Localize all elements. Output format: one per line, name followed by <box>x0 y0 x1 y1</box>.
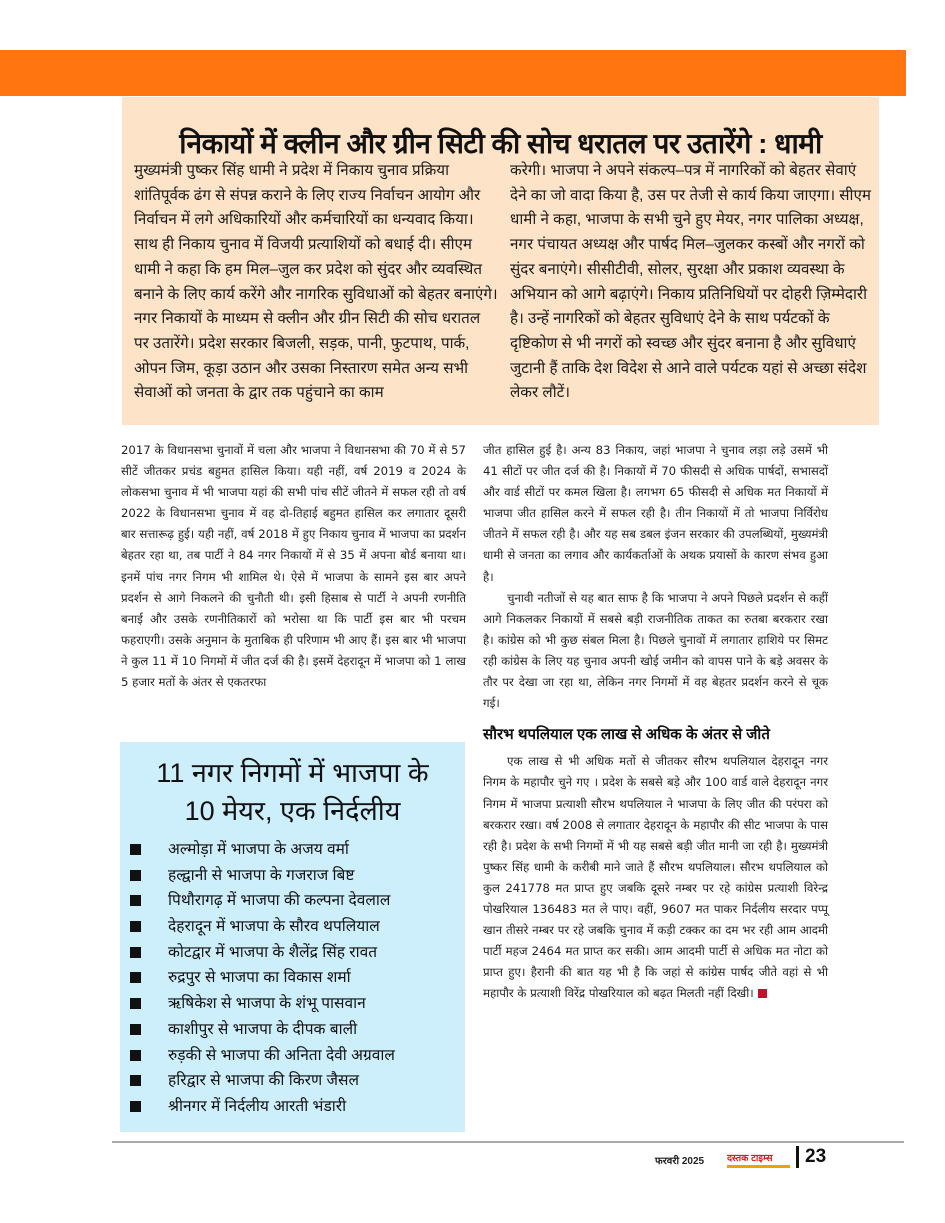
square-bullet-icon <box>130 1075 141 1086</box>
square-bullet-icon <box>130 921 141 932</box>
footer-separator <box>796 1146 799 1168</box>
list-item <box>128 1094 395 1120</box>
list-item-text: हल्द्वानी से भाजपा के गजराज बिष्ट <box>168 866 355 884</box>
mayor-title-line-1: 11 नगर निगमों में भाजपा के <box>156 758 429 788</box>
list-item-text: कोटद्वार में भाजपा के शैलेंद्र सिंह रावत <box>168 943 378 961</box>
mayor-box-title <box>120 754 465 830</box>
list-item <box>128 965 395 991</box>
mayor-list <box>128 837 395 1120</box>
article-left-column <box>121 440 466 693</box>
square-bullet-icon <box>130 844 141 855</box>
article-paragraph: जीत हासिल हुई है। अन्य 83 निकाय, जहां भाजपा ने चुनाव लड़ा लड़े उसमें भी 41 सीटों पर जीत दर्ज की है। निकायों में 70 फीसदी से अधिक पार्षदों, सभासदों और वार्ड सीटों पर कमल खिला है। लगभग 65 फीसदी से अधिक मत निकायों में भाजपा जीत हासिल करने में सफल रही है। तीन निकायों में तो भाजपा निर्विरोध जीतने में सफल रही है। और यह सब डबल इंजन सरकार की उपलब्धियों, मुख्यमंत्री धामी से जनता का लगाव और कार्यकर्ताओं के अथक प्रयासों के कारण संभव हुआ है। <box>483 443 828 584</box>
list-item <box>128 1068 395 1094</box>
top-color-band <box>0 50 906 96</box>
square-bullet-icon <box>130 998 141 1009</box>
end-of-article-mark <box>758 989 767 998</box>
list-item-text: रुद्रपुर से भाजपा का विकास शर्मा <box>168 969 351 987</box>
square-bullet-icon <box>130 870 141 881</box>
footer-divider <box>112 1141 904 1143</box>
article-paragraph-final <box>483 751 828 1004</box>
list-item <box>128 863 395 889</box>
article-paragraph-text: एक लाख से भी अधिक मतों से जीतकर सौरभ थपलियाल देहरादून नगर निगम के महापौर चुने गए । प्रदेश के सबसे बड़े और 100 वार्ड वाले देहरादून नगर निगम में भाजपा प्रत्याशी सौरभ थपलियाल ने भाजपा के लिए जीत की परंपरा को बरकरार रखा। वर्ष 2008 से लगातार देहरादून के महापौर की सीट भाजपा के पास रही है। प्रदेश के सभी निगमों में भी यह सबसे बड़ी जीत मानी जा रही है। मुख्यमंत्री पुष्कर सिंह धामी के करीबी माने जाते हैं सौरभ थपलियाल। सौरभ थपलियाल को कुल 241778 मत प्राप्त हुए जबकि दूसरे नम्बर पर रहे कांग्रेस प्रत्याशी विरेन्द्र पोखरियाल 136483 मत ले पाए। वहीं, 9607 मत पाकर निर्दलीय सरदार पप्पू खान तीसरे नम्बर पर रहे जबकि चुनाव में कड़ी टक्कर का दम भर रही आम आदमी पार्टी महज 2464 मत प्राप्त कर सकी। आम आदमी पार्टी से अधिक मत नोटा को प्राप्त हुए। हैरानी की बात यह भी है कि जहां से कांग्रेस पार्षद जीते वहां से भी महापौर के प्रत्याशी विरेंद्र पोखरियाल को बढ़त मिलती नहीं दिखी। <box>483 754 828 1001</box>
page-number: 23 <box>805 1146 827 1167</box>
list-item <box>128 991 395 1017</box>
mayor-list-box <box>120 742 465 1132</box>
list-item <box>128 888 395 914</box>
list-item-text: रुड़की से भाजपा की अनिता देवी अग्रवाल <box>168 1046 395 1064</box>
issue-date: फरवरी 2025 <box>655 1156 705 1167</box>
square-bullet-icon <box>130 1101 141 1112</box>
intro-left-column: मुख्यमंत्री पुष्कर सिंह धामी ने प्रदेश में निकाय चुनाव प्रक्रिया शांतिपूर्वक ढंग से संपन्न कराने के लिए राज्य निर्वाचन आयोग और निर्वाचन में लगे अधिकारियों और कर्मचारियों का धन्यवाद किया। साथ ही निकाय चुनाव में विजयी प्रत्याशियों को बधाई दी। सीएम धामी ने कहा कि हम मिल–जुल कर प्रदेश को सुंदर और व्यवस्थित बनाने के लिए कार्य करेंगे और नागरिक सुविधाओं को बेहतर बनाएंगे। नगर निकायों के माध्यम से क्लीन और ग्रीन सिटी की सोच धरातल पर उतारेंगे। प्रदेश सरकार बिजली, सड़क, पानी, फुटपाथ, पार्क, ओपन जिम, कूड़ा उठान और उसका निस्तारण समेत अन्य सभी सेवाओं को जनता के द्वार तक पहुंचाने का काम <box>134 162 498 402</box>
intro-box <box>122 97 879 425</box>
list-item-text: अल्मोड़ा में भाजपा के अजय वर्मा <box>168 841 349 858</box>
list-item <box>128 914 395 940</box>
article-paragraph: 2017 के विधानसभा चुनावों में चला और भाजपा ने विधानसभा की 70 में से 57 सीटें जीतकर प्रचंड बहुमत हासिल किया। यही नहीं, वर्ष 2019 व 2024 के लोकसभा चुनाव में भी भाजपा यहां की सभी पांच सीटें जीतने में सफल रही तो वर्ष 2022 के विधानसभा चुनाव में वह दो-तिहाई बहुमत हासिल कर लगातार दूसरी बार सत्तारूढ़ हुई। यही नहीं, वर्ष 2018 में हुए निकाय चुनाव में भाजपा का प्रदर्शन बेहतर रहा था, तब पार्टी ने 84 नगर निकायों में से 35 में अपना बोर्ड बनाया था। इनमें पांच नगर निगम भी शामिल थे। ऐसे में भाजपा के सामने इस बार अपने प्रदर्शन से आगे निकलने की चुनौती थी। इसी हिसाब से पार्टी ने अपनी रणनीति बनाई और उसके रणनीतिकारों को भरोसा था कि पार्टी इस बार भी परचम फहराएगी। उसके अनुमान के मुताबिक ही परिणाम भी आए हैं। इस बार भी भाजपा ने कुल 11 में 10 निगमों में जीत दर्ज की है। इसमें देहरादून में भाजपा को 1 लाख 5 हजार मतों के अंतर से एकतरफा <box>121 443 466 690</box>
square-bullet-icon <box>130 947 141 958</box>
magazine-logo: दस्तक टाइम्स <box>727 1153 790 1168</box>
intro-right-column: करेगी। भाजपा ने अपने संकल्प–पत्र में नागरिकों को बेहतर सेवाएं देने का जो वादा किया है, उस पर तेजी से कार्य किया जाएगा। सीएम धामी ने कहा, भाजपा के सभी चुने हुए मेयर, नगर पालिका अध्यक्ष, नगर पंचायत अध्यक्ष और पार्षद मिल–जुलकर कस्बों और नगरों को सुंदर बनाएंगे। सीसीटीवी, सोलर, सुरक्षा और प्रकाश व्यवस्था के अभियान को आगे बढ़ाएंगे। निकाय प्रतिनिधियों पर दोहरी ज़िम्मेदारी है। उन्हें नागरिकों को बेहतर सुविधाएं देने के साथ पर्यटकों के दृष्टिकोण से भी नगरों को स्वच्छ और सुंदर बनाना है और सुविधाएं जुटानी हैं ताकि देश विदेश से आने वाले पर्यटक यहां से अच्छा संदेश लेकर लौटें। <box>510 162 871 402</box>
list-item-text: पिथौरागढ़ में भाजपा की कल्पना देवलाल <box>168 892 391 910</box>
list-item-text: काशीपुर से भाजपा के दीपक बाली <box>168 1020 358 1038</box>
list-item-text: ऋषिकेश से भाजपा के शंभू पासवान <box>168 995 366 1013</box>
list-item <box>128 940 395 966</box>
list-item-text: हरिद्वार से भाजपा की किरण जैसल <box>168 1072 359 1090</box>
list-item <box>128 1043 395 1069</box>
headline: निकायों में क्लीन और ग्रीन सिटी की सोच धरातल पर उतारेंगे : धामी <box>179 127 822 159</box>
square-bullet-icon <box>130 972 141 983</box>
square-bullet-icon <box>130 1024 141 1035</box>
mayor-title-line-2: 10 मेयर, एक निर्दलीय <box>184 796 401 826</box>
list-item <box>128 1017 395 1043</box>
list-item-text: देहरादून में भाजपा के सौरव थपलियाल <box>168 918 380 936</box>
article-subheading: सौरभ थपलियाल एक लाख से अधिक के अंतर से जीते <box>483 726 770 744</box>
list-item <box>128 837 395 863</box>
article-right-column <box>483 440 828 1004</box>
square-bullet-icon <box>130 895 141 906</box>
article-paragraph: चुनावी नतीजों से यह बात साफ है कि भाजपा ने अपने पिछले प्रदर्शन से कहीं आगे निकलकर निकायों में सबसे बड़ी राजनीतिक ताकत का रुतबा बरकरार रखा है। कांग्रेस को भी कुछ संबल मिला है। पिछले चुनावों में लगातार हाशिये पर सिमट रही कांग्रेस के लिए यह चुनाव अपनी खोई जमीन को वापस पाने के बड़े अवसर के तौर पर देखा जा रहा था, लेकिन नगर निगमों में वह बेहतर प्रदर्शन करने से चूक गई। <box>483 590 828 711</box>
list-item-text: श्रीनगर में निर्दलीय आरती भंडारी <box>168 1097 347 1115</box>
square-bullet-icon <box>130 1050 141 1061</box>
